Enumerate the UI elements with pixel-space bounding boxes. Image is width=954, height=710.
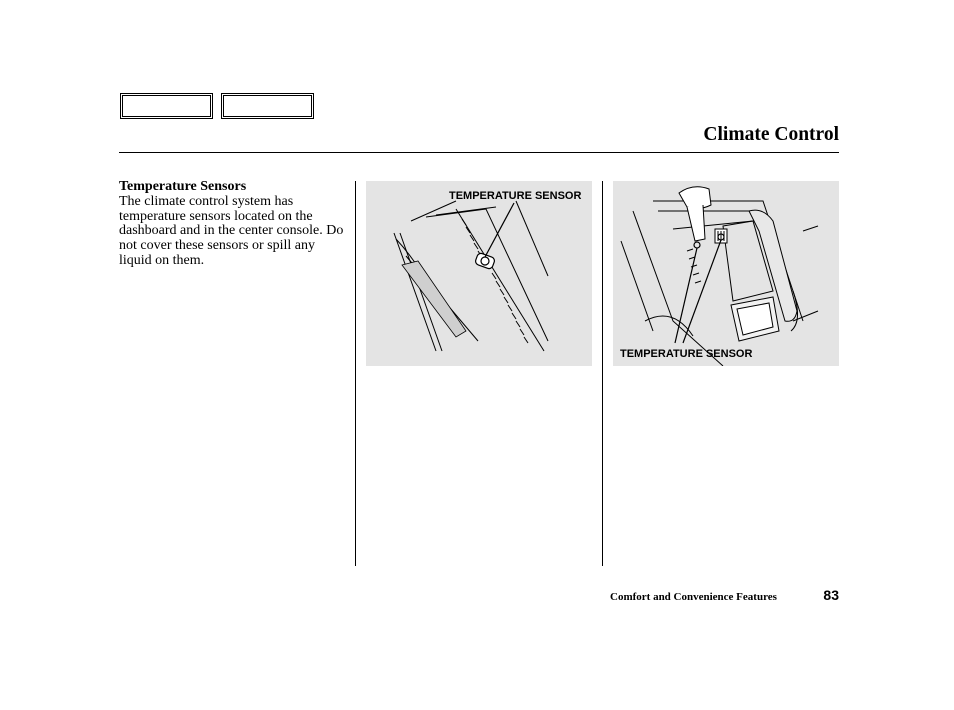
temperature-sensors-section [119, 180, 349, 269]
nav-button-index[interactable] [221, 93, 314, 119]
dashboard-illustration [366, 181, 592, 366]
page-number: 83 [823, 587, 839, 603]
figure-callout-label: TEMPERATURE SENSOR [620, 348, 753, 360]
footer-section-name: Comfort and Convenience Features [610, 591, 777, 603]
nav-button-main-menu[interactable] [120, 93, 213, 119]
column-divider [602, 181, 603, 566]
page-title: Climate Control [703, 124, 839, 145]
title-divider [119, 152, 839, 153]
column-divider [355, 181, 356, 566]
center-console-illustration [613, 181, 839, 366]
section-body: The climate control system has temperature sensors located on the dashboard and in the center console. Do not cover these sensors or spill any liquid on them. [119, 193, 344, 268]
dashboard-sensor-figure [366, 181, 592, 366]
console-sensor-figure [613, 181, 839, 366]
figure-callout-label: TEMPERATURE SENSOR [449, 190, 582, 202]
section-heading: Temperature Sensors [119, 179, 247, 194]
